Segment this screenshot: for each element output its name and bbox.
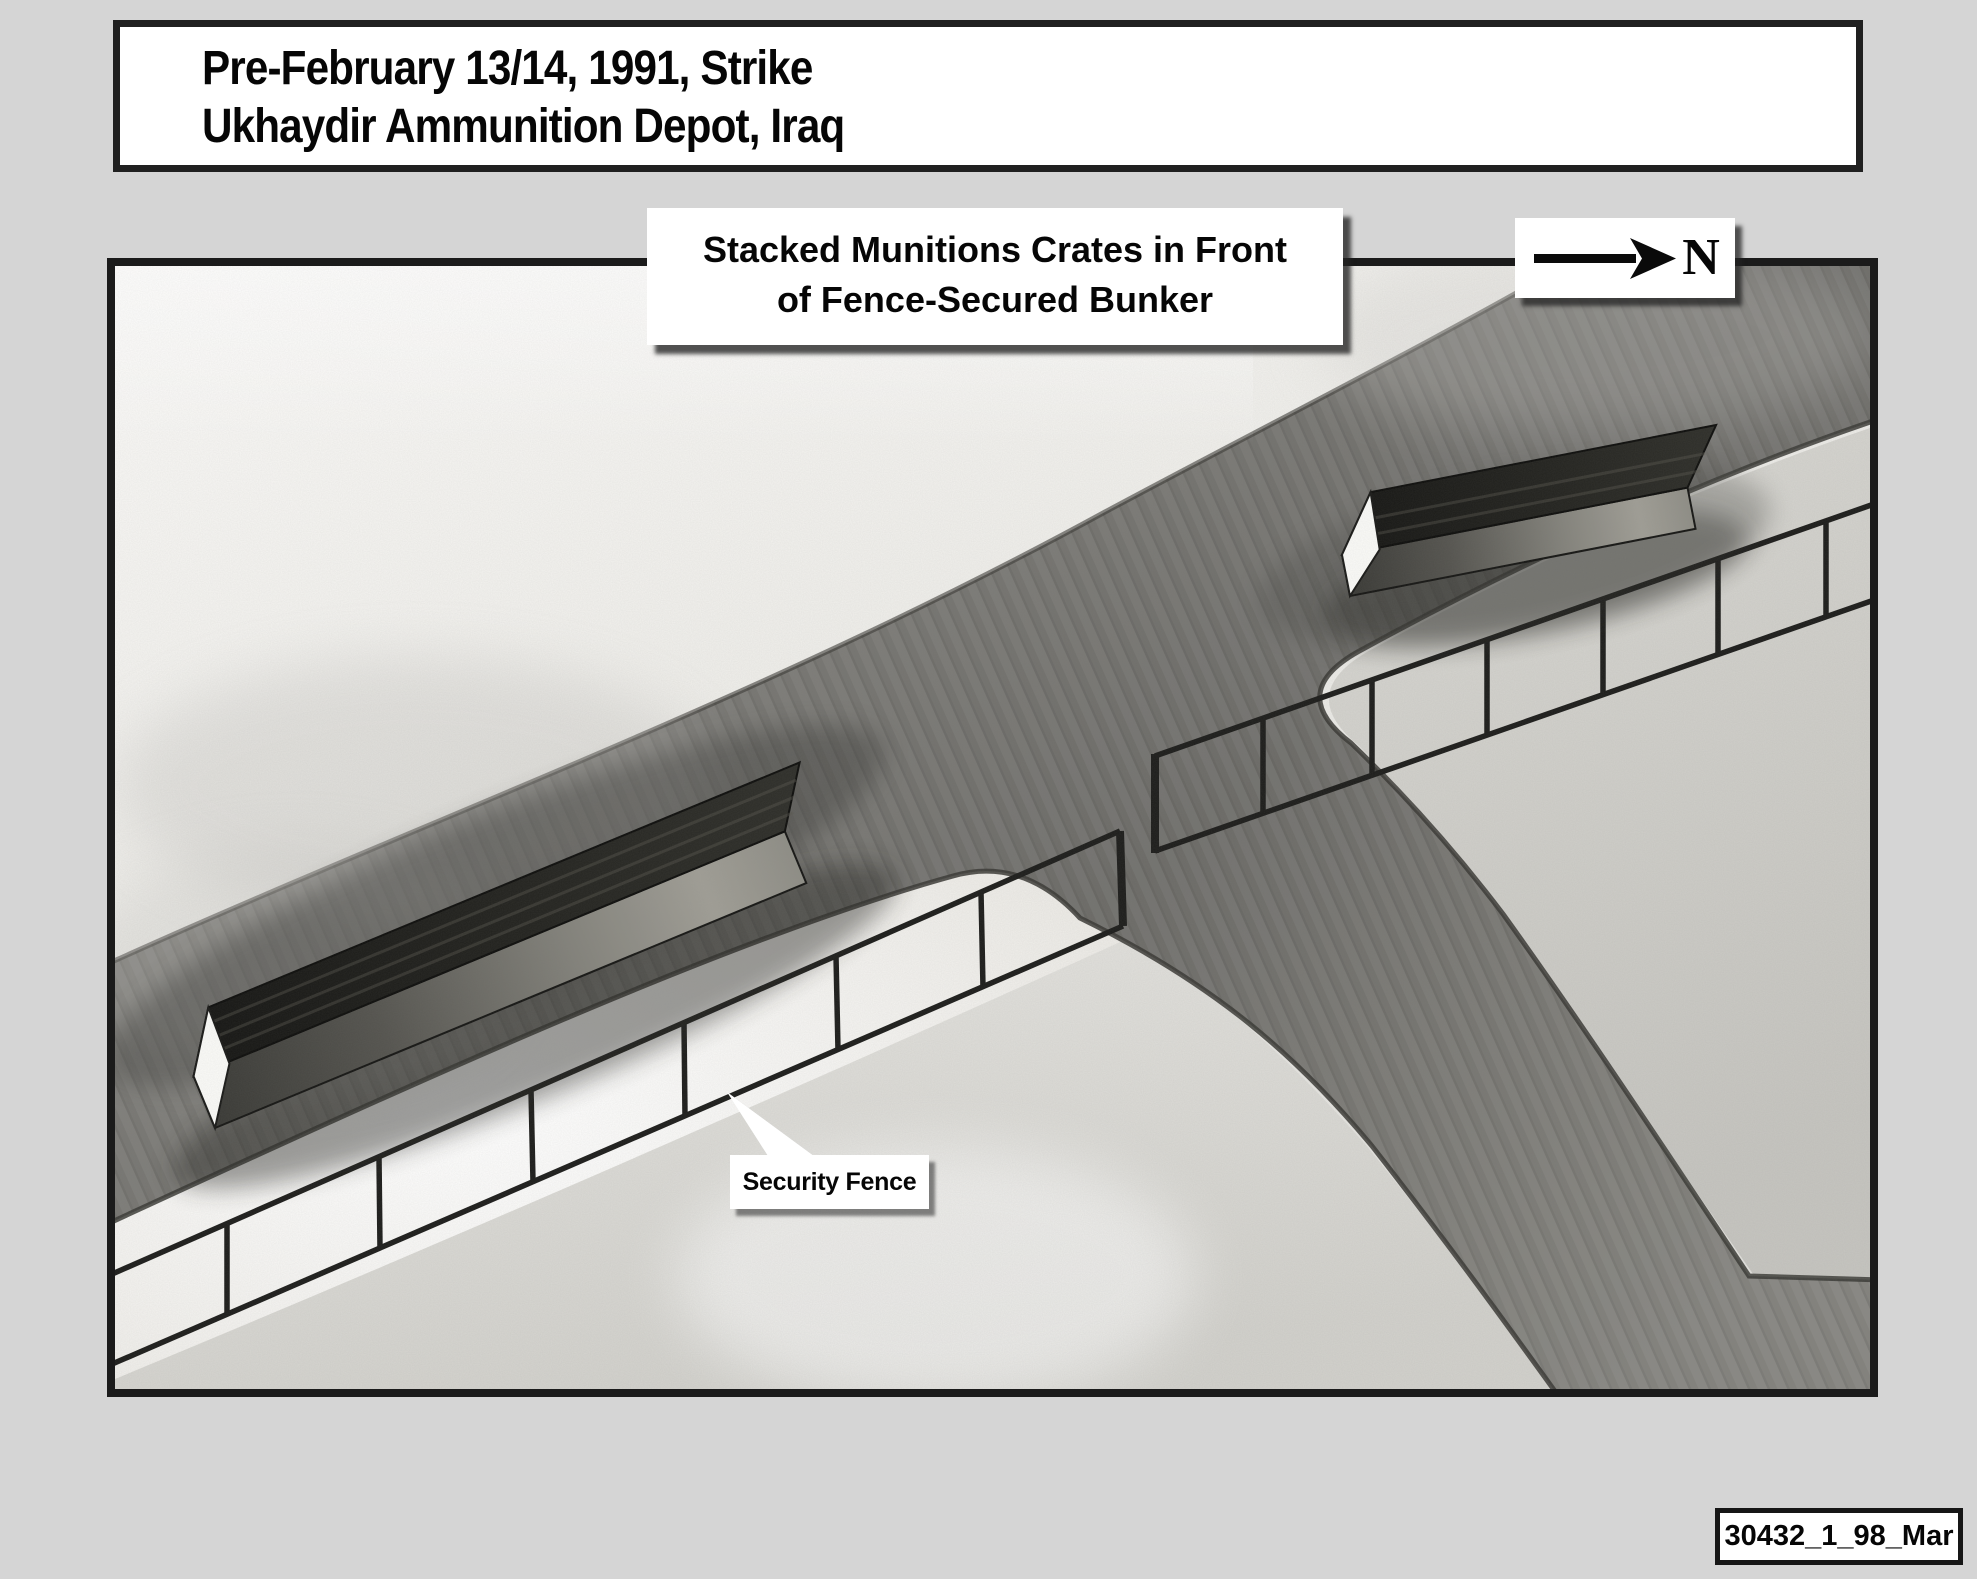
title-line-2: Ukhaydir Ammunition Depot, Iraq	[202, 100, 845, 153]
title-box	[113, 20, 1863, 172]
title-line-1: Pre-February 13/14, 1991, Strike	[202, 42, 813, 95]
security-fence-label: Security Fence	[730, 1155, 929, 1209]
caption-line-1: Stacked Munitions Crates in Front	[702, 229, 1288, 270]
photo-frame	[107, 258, 1878, 1397]
figure-id-box: 30432_1_98_Mar	[1715, 1508, 1963, 1565]
north-label: N	[1682, 229, 1720, 286]
caption-box	[647, 208, 1343, 345]
film-grain-overlay	[115, 266, 1870, 1389]
north-arrow-icon	[1530, 236, 1680, 280]
caption-line-2: of Fence-Secured Bunker	[776, 279, 1214, 320]
callout-pointer	[700, 1080, 840, 1162]
annotated-sketch	[115, 266, 1870, 1389]
north-indicator	[1515, 218, 1735, 298]
